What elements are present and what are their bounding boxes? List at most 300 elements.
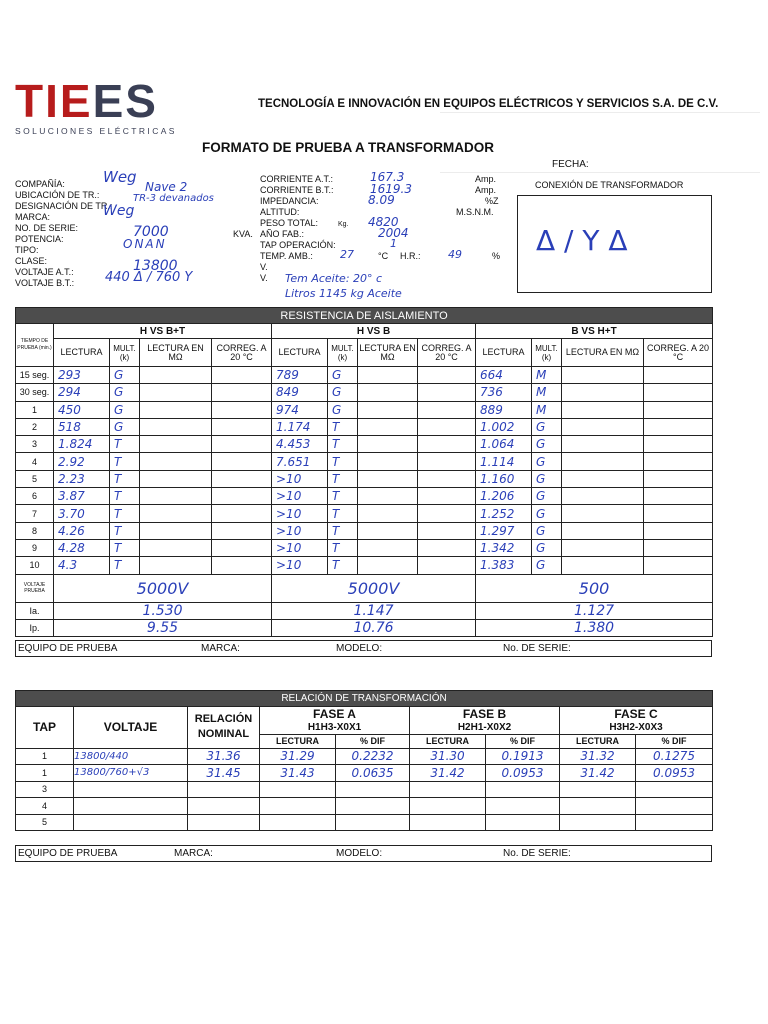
empty-cell [358, 418, 418, 435]
subheader: LECTURA EN MΩ [358, 339, 418, 367]
subheader: CORREG. A 20 °C [644, 339, 713, 367]
ia-a: 1.530 [54, 602, 272, 619]
empty-cell [644, 453, 713, 470]
empty-cell [358, 539, 418, 556]
empty-cell [418, 505, 476, 522]
lectura-cell: 4.28 [54, 539, 110, 556]
lectura-cell: 1.383 [476, 557, 532, 574]
unit-temp: °C [378, 251, 389, 261]
value-voltaje-bt: 440 Δ / 760 Y [105, 270, 193, 285]
insulation-footer [15, 640, 712, 657]
company-logo [15, 75, 205, 140]
empty-cell [140, 522, 212, 539]
empty-cell [358, 384, 418, 401]
marca-label: MARCA: [174, 848, 213, 859]
mult-cell: T [328, 488, 358, 505]
lectura-cell [560, 814, 636, 831]
mult-cell: G [532, 505, 562, 522]
time-cell: 2 [16, 418, 54, 435]
insulation-row [16, 453, 713, 470]
dif-cell [336, 814, 410, 831]
empty-cell [644, 384, 713, 401]
ia-label: Ia. [16, 602, 54, 619]
time-cell: 1 [16, 401, 54, 418]
mult-cell: G [110, 401, 140, 418]
marca-label: MARCA: [201, 643, 240, 654]
dif-cell [336, 798, 410, 815]
ratio-table [15, 690, 713, 831]
lectura-cell: 31.30 [410, 748, 486, 765]
lectura-header: LECTURA [410, 734, 486, 748]
empty-cell [212, 401, 272, 418]
tap-cell: 1 [16, 765, 74, 782]
dif-cell [486, 798, 560, 815]
subheader: CORREG. A 20 °C [418, 339, 476, 367]
equipo-label: EQUIPO DE PRUEBA [18, 643, 118, 654]
empty-cell [418, 470, 476, 487]
empty-cell [418, 367, 476, 384]
value-temp: 27 [340, 248, 354, 261]
empty-cell [562, 539, 644, 556]
value-marca: Weg [103, 203, 135, 219]
empty-cell [212, 470, 272, 487]
lectura-header: LECTURA [260, 734, 336, 748]
subheader: MULT. (k) [328, 339, 358, 367]
fase-a-code: H1H3-X0X1 [260, 721, 410, 734]
subheader: LECTURA [476, 339, 532, 367]
lectura-cell: 31.32 [560, 748, 636, 765]
ia-b: 1.147 [272, 602, 476, 619]
mult-cell: G [110, 367, 140, 384]
lectura-cell [410, 781, 486, 798]
left-fields [15, 168, 268, 294]
empty-cell [212, 418, 272, 435]
value-ubicacion: Nave 2 [145, 180, 188, 194]
mult-cell: T [110, 505, 140, 522]
time-cell: 7 [16, 505, 54, 522]
mult-cell: G [532, 470, 562, 487]
unit-voltaje-bt: V. [260, 273, 268, 283]
ratio-row [16, 781, 713, 798]
value-designacion: TR-3 devanados [133, 193, 214, 204]
dif-cell: 0.0635 [336, 765, 410, 782]
ia-c: 1.127 [476, 602, 713, 619]
dif-cell [636, 781, 713, 798]
lectura-cell: 294 [54, 384, 110, 401]
empty-cell [140, 418, 212, 435]
time-cell: 15 seg. [16, 367, 54, 384]
lectura-cell [560, 798, 636, 815]
lectura-cell: >10 [272, 488, 328, 505]
mult-cell: G [532, 557, 562, 574]
mult-cell: T [110, 557, 140, 574]
empty-cell [418, 384, 476, 401]
empty-cell [212, 367, 272, 384]
empty-cell [562, 367, 644, 384]
mult-cell: G [110, 418, 140, 435]
equipo-label: EQUIPO DE PRUEBA [18, 848, 118, 859]
lectura-cell: 849 [272, 384, 328, 401]
conexion-label: CONEXIÓN DE TRANSFORMADOR [535, 180, 684, 190]
fase-b-code: H2H1-X0X2 [410, 721, 560, 734]
empty-cell [562, 505, 644, 522]
subheader: LECTURA [272, 339, 328, 367]
relacion-cell: 31.36 [188, 748, 260, 765]
empty-cell [212, 384, 272, 401]
mult-cell: G [328, 401, 358, 418]
empty-cell [358, 557, 418, 574]
fase-b-header: FASE B [410, 707, 560, 722]
dif-header: % DIF [336, 734, 410, 748]
unit-corriente-bt: Amp. [475, 185, 497, 195]
relacion-cell: 31.45 [188, 765, 260, 782]
value-peso: 4820 [368, 215, 399, 229]
label-altitud: ALTITUD: [260, 207, 300, 217]
lectura-cell: 1.064 [476, 436, 532, 453]
time-cell: 30 seg. [16, 384, 54, 401]
lectura-cell: 789 [272, 367, 328, 384]
empty-cell [140, 470, 212, 487]
dif-cell: 0.1275 [636, 748, 713, 765]
lectura-cell: 1.002 [476, 418, 532, 435]
value-tap-op: 1 [390, 237, 397, 250]
insulation-row [16, 401, 713, 418]
empty-cell [358, 367, 418, 384]
empty-cell [212, 436, 272, 453]
lectura-cell: 4.453 [272, 436, 328, 453]
prefix-peso: Kg. [338, 221, 349, 228]
lectura-header: LECTURA [560, 734, 636, 748]
logo-tagline: SOLUCIONES ELÉCTRICAS [15, 126, 177, 136]
lectura-cell: 1.297 [476, 522, 532, 539]
value-tipo: ONAN [123, 237, 167, 251]
mult-cell: G [532, 453, 562, 470]
voltaje-prueba-c: 500 [476, 574, 713, 602]
logo-tie: TIE [15, 75, 93, 127]
group-hvsb: H VS B [272, 324, 476, 339]
empty-cell [140, 505, 212, 522]
mult-cell: T [110, 488, 140, 505]
group-bvsht: B VS H+T [476, 324, 713, 339]
empty-cell [562, 384, 644, 401]
mult-cell: T [110, 522, 140, 539]
mult-cell: G [328, 367, 358, 384]
value-compania: Weg [103, 168, 137, 186]
lectura-cell: 293 [54, 367, 110, 384]
field-serie: NO. DE SERIE: [15, 223, 79, 233]
mult-cell: T [110, 436, 140, 453]
dif-cell: 0.1913 [486, 748, 560, 765]
dif-cell [636, 798, 713, 815]
lectura-cell: 889 [476, 401, 532, 418]
mult-cell: T [328, 522, 358, 539]
empty-cell [562, 436, 644, 453]
empty-cell [212, 505, 272, 522]
form-title: FORMATO DE PRUEBA A TRANSFORMADOR [202, 140, 494, 155]
empty-cell [140, 539, 212, 556]
insulation-row [16, 557, 713, 574]
mult-cell: T [110, 470, 140, 487]
time-cell: 8 [16, 522, 54, 539]
insulation-row [16, 384, 713, 401]
lectura-cell: 2.92 [54, 453, 110, 470]
insulation-row [16, 488, 713, 505]
lectura-cell: 31.43 [260, 765, 336, 782]
mult-cell: T [328, 418, 358, 435]
empty-cell [358, 401, 418, 418]
mult-cell: G [532, 436, 562, 453]
mult-cell: M [532, 367, 562, 384]
ratio-row [16, 765, 713, 782]
lectura-cell: 518 [54, 418, 110, 435]
empty-cell [358, 522, 418, 539]
ratio-row [16, 798, 713, 815]
mult-cell: G [328, 384, 358, 401]
field-potencia: POTENCIA: [15, 234, 64, 244]
empty-cell [418, 522, 476, 539]
time-header: TIEMPO DE PRUEBA (min.) [16, 324, 54, 367]
empty-cell [644, 557, 713, 574]
dif-cell [486, 814, 560, 831]
serie-label: No. DE SERIE: [503, 848, 571, 859]
time-cell: 5 [16, 470, 54, 487]
lectura-cell: 3.70 [54, 505, 110, 522]
unit-hr: % [492, 251, 501, 261]
empty-cell [140, 436, 212, 453]
empty-cell [140, 453, 212, 470]
relacion-cell [188, 814, 260, 831]
time-cell: 3 [16, 436, 54, 453]
empty-cell [140, 557, 212, 574]
fecha-label: FECHA: [552, 159, 589, 170]
empty-cell [212, 453, 272, 470]
unit-corriente-at: Amp. [475, 174, 497, 184]
value-corriente-bt: 1619.3 [370, 182, 412, 196]
dif-cell [636, 814, 713, 831]
lectura-cell: 31.42 [560, 765, 636, 782]
lectura-cell: 3.87 [54, 488, 110, 505]
lectura-cell: 450 [54, 401, 110, 418]
mult-cell: G [532, 522, 562, 539]
subheader: CORREG. A 20 °C [212, 339, 272, 367]
ratio-footer [15, 845, 712, 862]
mult-cell: T [328, 436, 358, 453]
empty-cell [644, 367, 713, 384]
relacion-header: RELACIÓN NOMINAL [188, 707, 260, 749]
right-fields [260, 170, 510, 274]
subheader: LECTURA [54, 339, 110, 367]
serie-label: No. DE SERIE: [503, 643, 571, 654]
lectura-cell: 974 [272, 401, 328, 418]
empty-cell [644, 470, 713, 487]
empty-cell [644, 436, 713, 453]
mult-cell: T [328, 470, 358, 487]
dif-header: % DIF [636, 734, 713, 748]
voltaje-prueba-a: 5000V [54, 574, 272, 602]
lectura-cell: >10 [272, 505, 328, 522]
voltaje-cell [74, 798, 188, 815]
empty-cell [644, 505, 713, 522]
field-marca: MARCA: [15, 212, 51, 222]
unit-altitud: M.S.N.M. [456, 207, 494, 217]
empty-cell [562, 401, 644, 418]
subheader: MULT. (k) [110, 339, 140, 367]
tap-cell: 3 [16, 781, 74, 798]
empty-cell [418, 418, 476, 435]
lectura-cell: 4.3 [54, 557, 110, 574]
lectura-cell: 1.252 [476, 505, 532, 522]
lectura-cell: 664 [476, 367, 532, 384]
time-cell: 10 [16, 557, 54, 574]
dif-cell: 0.0953 [636, 765, 713, 782]
conexion-box [517, 195, 712, 293]
empty-cell [562, 488, 644, 505]
relacion-cell [188, 781, 260, 798]
insulation-row [16, 436, 713, 453]
label-impedancia: IMPEDANCIA: [260, 196, 319, 206]
label-tap-op: TAP OPERACIÓN: [260, 240, 336, 250]
empty-cell [562, 470, 644, 487]
subheader: MULT. (k) [532, 339, 562, 367]
lectura-cell [410, 798, 486, 815]
tap-cell: 4 [16, 798, 74, 815]
lectura-cell [560, 781, 636, 798]
unit-potencia: KVA. [233, 229, 253, 239]
ip-c: 1.380 [476, 619, 713, 636]
voltaje-cell [74, 814, 188, 831]
tap-cell: 1 [16, 748, 74, 765]
voltaje-header: VOLTAJE [74, 707, 188, 749]
label-anio: AÑO FAB.: [260, 229, 305, 239]
note-litros: Litros 1145 kg Aceite [285, 287, 402, 300]
empty-cell [140, 488, 212, 505]
empty-cell [140, 367, 212, 384]
relacion-cell [188, 798, 260, 815]
subheader: LECTURA EN MΩ [140, 339, 212, 367]
lectura-cell: >10 [272, 522, 328, 539]
empty-cell [644, 522, 713, 539]
insulation-row [16, 367, 713, 384]
value-impedancia: 8.09 [368, 193, 395, 207]
label-corriente-at: CORRIENTE A.T.: [260, 174, 334, 184]
label-hr: H.R.: [400, 251, 421, 261]
modelo-label: MODELO: [336, 643, 383, 654]
mult-cell: T [328, 505, 358, 522]
unit-impedancia: %Z [485, 196, 499, 206]
mult-cell: T [110, 453, 140, 470]
ip-a: 9.55 [54, 619, 272, 636]
ratio-title: RELACIÓN DE TRANSFORMACIÓN [16, 691, 713, 707]
time-cell: 4 [16, 453, 54, 470]
lectura-cell [260, 798, 336, 815]
tap-header: TAP [16, 707, 74, 749]
conexion-value: Δ / Y Δ [536, 224, 628, 257]
lectura-cell: 4.26 [54, 522, 110, 539]
group-hvsbt: H VS B+T [54, 324, 272, 339]
logo-es: ES [92, 75, 158, 127]
mult-cell: T [328, 557, 358, 574]
mult-cell: G [532, 418, 562, 435]
value-potencia: 7000 [133, 224, 169, 240]
empty-cell [562, 557, 644, 574]
label-peso: PESO TOTAL: [260, 218, 319, 228]
empty-cell [358, 470, 418, 487]
mult-cell: M [532, 384, 562, 401]
empty-cell [358, 488, 418, 505]
subheader: LECTURA EN MΩ [562, 339, 644, 367]
field-tipo: TIPO: [15, 245, 39, 255]
lectura-cell: 1.206 [476, 488, 532, 505]
value-hr: 49 [448, 248, 462, 261]
lectura-cell: 1.342 [476, 539, 532, 556]
insulation-row [16, 505, 713, 522]
lectura-cell: 31.42 [410, 765, 486, 782]
dif-cell [486, 781, 560, 798]
company-name: TECNOLOGÍA E INNOVACIÓN EN EQUIPOS ELÉCTRICOS Y SERVICIOS S.A. DE C.V. [258, 98, 719, 110]
ip-label: Ip. [16, 619, 54, 636]
modelo-label: MODELO: [336, 848, 383, 859]
empty-cell [562, 453, 644, 470]
lectura-cell: 1.174 [272, 418, 328, 435]
lectura-cell [260, 814, 336, 831]
mult-cell: G [110, 384, 140, 401]
empty-cell [358, 453, 418, 470]
mult-cell: T [328, 539, 358, 556]
dif-header: % DIF [486, 734, 560, 748]
field-ubicacion: UBICACIÓN DE TR.: [15, 190, 100, 200]
fase-a-header: FASE A [260, 707, 410, 722]
empty-cell [212, 488, 272, 505]
lectura-cell: 2.23 [54, 470, 110, 487]
empty-cell [418, 488, 476, 505]
dif-cell: 0.2232 [336, 748, 410, 765]
mult-cell: G [532, 539, 562, 556]
lectura-cell: 1.114 [476, 453, 532, 470]
dif-cell: 0.0953 [486, 765, 560, 782]
voltaje-cell [74, 781, 188, 798]
lectura-cell [410, 814, 486, 831]
voltaje-prueba-b: 5000V [272, 574, 476, 602]
mult-cell: M [532, 401, 562, 418]
insulation-row [16, 539, 713, 556]
empty-cell [212, 557, 272, 574]
tap-cell: 5 [16, 814, 74, 831]
voltaje-cell: 13800/760+√3 [74, 765, 188, 782]
empty-cell [418, 436, 476, 453]
value-voltaje-at: 13800 [133, 258, 178, 274]
logo-text [15, 75, 205, 127]
fase-c-header: FASE C [560, 707, 713, 722]
insulation-row [16, 470, 713, 487]
lectura-cell: 1.160 [476, 470, 532, 487]
insulation-row [16, 418, 713, 435]
empty-cell [562, 522, 644, 539]
empty-cell [644, 401, 713, 418]
insulation-row [16, 522, 713, 539]
insulation-title: RESISTENCIA DE AISLAMIENTO [16, 308, 713, 324]
mult-cell: G [532, 488, 562, 505]
field-designacion: DESIGNACIÓN DE TR.: [15, 201, 113, 211]
lectura-cell [260, 781, 336, 798]
label-corriente-bt: CORRIENTE B.T.: [260, 185, 334, 195]
mult-cell: T [328, 453, 358, 470]
field-voltaje-at: VOLTAJE A.T.: [15, 267, 74, 277]
lectura-cell: >10 [272, 470, 328, 487]
voltaje-prueba-label: VOLTAJE PRUEBA [16, 574, 54, 602]
time-cell: 9 [16, 539, 54, 556]
lectura-cell: 31.29 [260, 748, 336, 765]
dif-cell [336, 781, 410, 798]
